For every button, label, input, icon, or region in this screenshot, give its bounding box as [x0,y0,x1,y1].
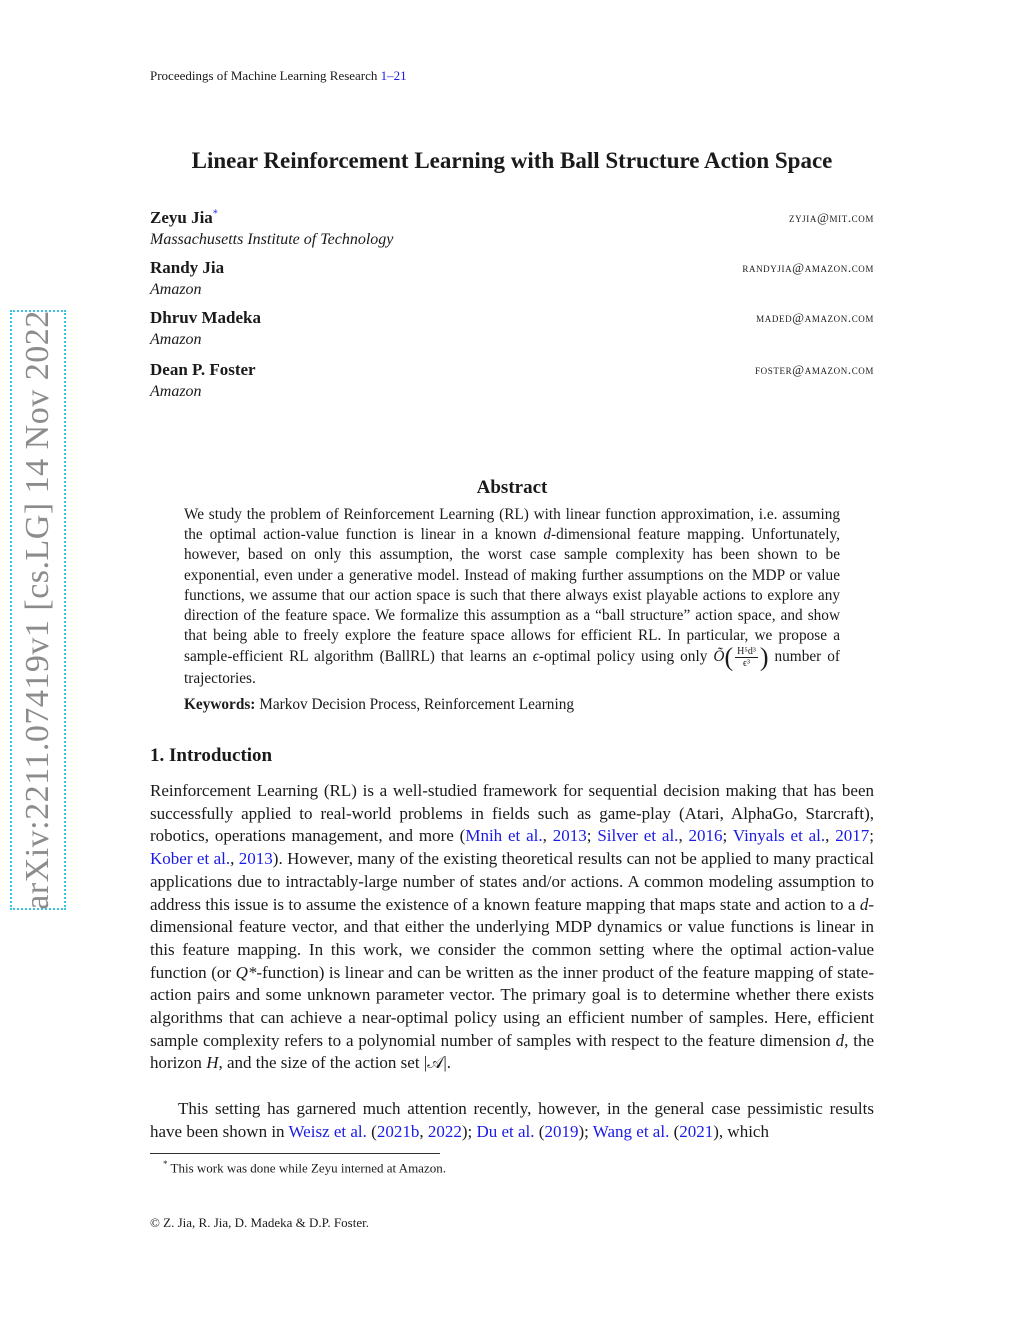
author-block [150,258,874,299]
footnote [163,1159,446,1176]
citation-link[interactable]: Vinyals et al. [732,826,826,846]
paren-right: ) [759,642,769,672]
math-var: d [835,1030,845,1050]
citation-link[interactable]: Mnih et al. [465,826,543,846]
copyright-line [150,1215,369,1231]
paragraph-text: -dimensional feature vector, and that either the underlying MDP dynamics or value functions is linear in this feature mapping. In this work, we consider the common setting where the optimal action-value function (or [150,894,874,982]
author-name: Zeyu Jia [150,208,213,227]
paren-left: ( [724,642,734,672]
author-affiliation: Amazon [150,331,202,348]
citation-year-link[interactable]: 2019 [544,1121,579,1141]
citation-year-link[interactable]: 2016 [688,826,723,846]
copyright-text: Z. Jia, R. Jia, D. Madeka & D.P. Foster. [163,1215,369,1230]
paragraph-text: , and the size of the action set [218,1053,424,1073]
fraction-numerator: H⁵d³ [737,646,756,658]
paragraph-text: , which [718,1121,769,1141]
author-block [150,360,874,401]
author-email: foster@amazon.com [755,362,874,377]
arxiv-stamp[interactable] [10,310,66,910]
paragraph-text: This setting has garnered much attention recently, however, in the general case pessimistic results have been shown in [150,1099,874,1141]
citation-year-link[interactable]: 2021 [679,1121,714,1141]
citation-link[interactable]: Du et al. [476,1121,535,1141]
copyright-symbol: © [150,1215,160,1230]
author-affiliation: Massachusetts Institute of Technology [150,231,394,248]
footnote-marker: * [163,1159,168,1169]
math-var: |𝒜| [423,1053,447,1073]
author-email: randyjia@amazon.com [742,260,874,275]
citation-year-link[interactable]: 2021b [376,1121,420,1141]
paper-title: Linear Reinforcement Learning with Ball Structure Action Space [191,148,833,173]
intro-paragraph-2: This setting has garnered much attention recently, however, in the general case pessimistic results have been shown in Weisz et al. (2021b, 2022); Du et al. (2019); Wang et al. (2021), which [150,1099,874,1141]
footnote-text: This work was done while Zeyu interned at Amazon. [170,1160,446,1176]
author-name: Dean P. Foster [150,360,256,379]
fraction-denominator: ϵ³ [742,658,750,670]
math-big-o: Õ [713,648,725,666]
citation-year-link[interactable]: 2022 [427,1121,462,1141]
abstract-text: number of trajectories. [184,648,840,688]
author-affiliation: Amazon [150,383,202,400]
arxiv-stamp-text: arXiv:2211.07419v1 [cs.LG] 14 Nov 2022 [19,310,56,910]
paragraph-text: . [446,1053,451,1073]
abstract-text: -dimensional feature mapping. Unfortunately, however, based on only this assumption, the worst case sample complexity has been shown to be exponential, even under a generative model. Instead of making further assumptions on the MDP or value functions, we assume that our action space is such that there always exist playable actions to explore any direction of the feature space. We formalize this assumption as a “ball structure” action space, and show that being able to freely explore the feature space allows for efficient RL. In particular, we propose a sample-efficient RL algorithm (BallRL) that learns an [184,526,840,666]
author-block [150,308,874,349]
math-var: H [206,1053,219,1073]
math-fraction [735,646,758,669]
math-var: d [859,894,869,914]
keywords-text: Markov Decision Process, Reinforcement Learning [259,696,574,713]
author-block [150,208,874,249]
author-affiliation: Amazon [150,281,202,298]
page-range-link[interactable]: 1–21 [380,68,407,83]
abstract-text: We study the problem of Reinforcement Learning (RL) with linear function approximation, i.e. assuming the optimal action-value function is linear in a known [184,506,840,544]
venue-name: Proceedings of Machine Learning Research [150,68,378,83]
math-var: ϵ [532,648,539,666]
section-heading: 1. Introduction [150,745,273,766]
abstract-body [184,505,840,690]
citation-link[interactable]: Weisz et al. [288,1121,367,1141]
citation-year-link[interactable]: 2013 [238,849,273,869]
paragraph-text: Reinforcement Learning (RL) is a well-studied framework for sequential decision making that has been successfully applied to real-world problems in fields such as game-play (Atari, AlphaGo, Starcraft), robotics, operations management, and more ( [150,781,874,846]
paragraph-text: ). However, many of the existing theoretical results can not be applied to many practical applications due to intractably-large number of states and/or actions. A common modeling assumption to address this issue is to assume the existence of a known feature mapping that maps state and action to a [150,849,874,914]
math-var: d [543,526,551,544]
author-email: maded@amazon.com [756,310,874,325]
intro-paragraph-1: Reinforcement Learning (RL) is a well-studied framework for sequential decision making that has been successfully applied to real-world problems in fields such as game-play (Atari, AlphaGo, Starcraft), robotics, operations management, and more (Mnih et al., 2013; Silver et al., 2016; Vinyals et al., 2017; Kober et al., 2013). However, many of the existing theoretical results can not be applied to many practical applications due to intractably-large number of states and/or actions. A common modeling assumption to address this issue is to assume the existence of a known feature mapping that maps state and action to a d-dimensional feature vector, and that either the underlying MDP dynamics or value functions is linear in this feature mapping. In this work, we consider the common setting where the optimal action-value function (or Q*-function) is linear and can be written as the inner product of the feature mapping of state-action pairs and some unknown parameter vector. The primary goal is to determine whether there exists algorithms that can achieve a near-optimal policy using an efficient number of samples. Here, efficient sample complexity refers to a polynomial number of samples with respect to the feature dimension d, the horizon H, and the size of the action set |𝒜|. [150,781,875,1073]
citation-link[interactable]: Kober et al. [150,849,231,869]
keywords-label: Keywords: [184,696,256,713]
paragraph-text: -function) is linear and can be written as the inner product of the feature mapping of state-action pairs and some unknown parameter vector. The primary goal is to determine whether there exists algorithms that can achieve a near-optimal policy using an efficient number of samples. Here, efficient sample complexity refers to a polynomial number of samples with respect to the feature dimension [150,962,874,1050]
paragraph-text: , the horizon [150,1030,874,1073]
footnote-rule [150,1153,440,1154]
abstract-text: -optimal policy using only [538,648,714,666]
keywords-line [184,696,574,714]
footnote-marker-link[interactable]: * [212,208,218,220]
running-header [150,68,407,84]
author-email: zyjia@mit.com [788,210,874,225]
abstract-heading: Abstract [476,477,548,498]
citation-year-link[interactable]: 2017 [835,826,870,846]
math-var: Q* [235,962,257,982]
citation-link[interactable]: Silver et al. [597,826,679,846]
citation-link[interactable]: Wang et al. [592,1121,670,1141]
citation-year-link[interactable]: 2013 [552,826,587,846]
author-name: Dhruv Madeka [150,308,261,327]
author-name: Randy Jia [150,258,225,277]
